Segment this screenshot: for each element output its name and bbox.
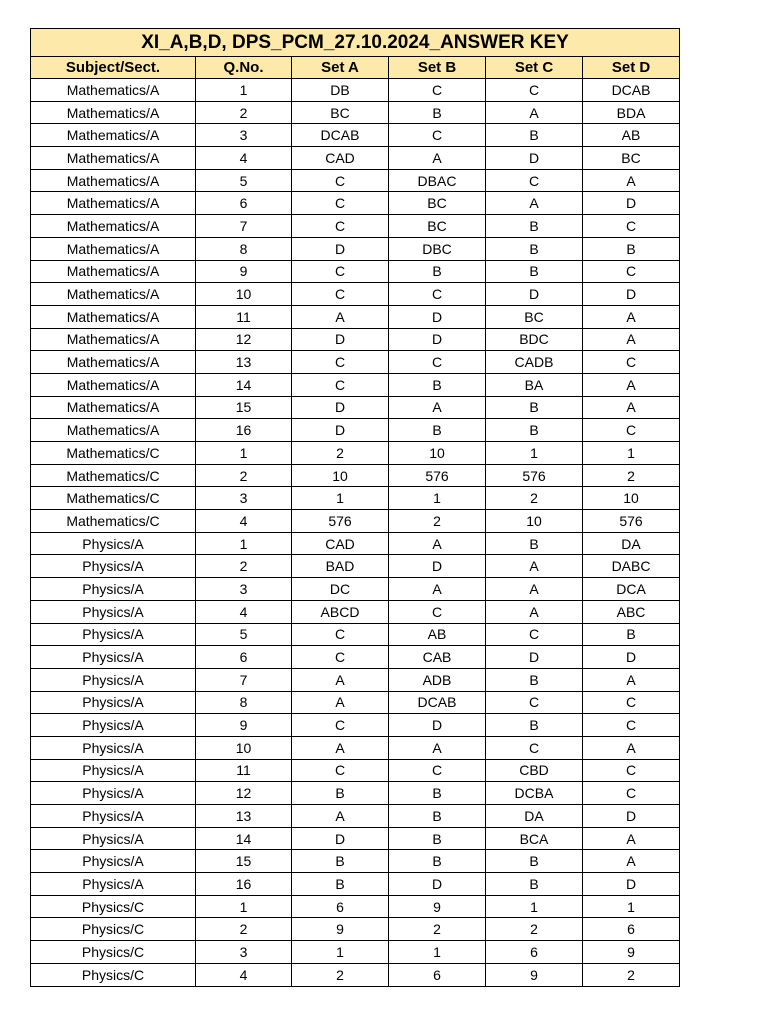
subject-cell: Physics/A [31,623,196,646]
set-b-cell: A [389,736,486,759]
table-row [31,305,680,328]
qno-cell: 13 [196,351,292,374]
set-c-cell: B [486,850,583,873]
set-c-cell: B [486,419,583,442]
table-row [31,578,680,601]
table-row [31,918,680,941]
table-row [31,941,680,964]
table-row [31,124,680,147]
set-c-cell: C [486,691,583,714]
qno-cell: 6 [196,192,292,215]
subject-cell: Mathematics/A [31,215,196,238]
qno-cell: 15 [196,850,292,873]
set-c-cell: A [486,578,583,601]
set-d-cell: A [583,736,680,759]
set-b-cell: B [389,419,486,442]
set-d-cell: 10 [583,487,680,510]
sheet-title: XI_A,B,D, DPS_PCM_27.10.2024_ANSWER KEY [31,29,680,57]
set-d-cell: 9 [583,941,680,964]
set-a-cell: C [292,192,389,215]
table-row [31,215,680,238]
table-row [31,328,680,351]
set-a-cell: C [292,373,389,396]
set-a-cell: B [292,850,389,873]
set-d-cell: A [583,850,680,873]
qno-cell: 1 [196,79,292,102]
set-b-cell: 2 [389,510,486,533]
set-a-cell: ABCD [292,600,389,623]
subject-cell: Physics/A [31,759,196,782]
set-a-cell: 9 [292,918,389,941]
answer-rows [31,79,680,987]
subject-cell: Physics/C [31,895,196,918]
table-row [31,237,680,260]
set-a-cell: C [292,759,389,782]
set-c-cell: 6 [486,941,583,964]
set-c-cell: A [486,192,583,215]
set-a-cell: 1 [292,487,389,510]
qno-cell: 14 [196,373,292,396]
set-c-cell: 10 [486,510,583,533]
table-row [31,351,680,374]
set-c-cell: D [486,147,583,170]
table-row [31,510,680,533]
col-header-subject: Subject/Sect. [31,57,196,79]
subject-cell: Physics/C [31,941,196,964]
set-b-cell: 1 [389,941,486,964]
qno-cell: 2 [196,101,292,124]
set-c-cell: B [486,668,583,691]
set-b-cell: D [389,328,486,351]
subject-cell: Mathematics/A [31,305,196,328]
qno-cell: 2 [196,918,292,941]
set-c-cell: D [486,283,583,306]
set-b-cell: DCAB [389,691,486,714]
table-row [31,759,680,782]
qno-cell: 2 [196,464,292,487]
set-a-cell: BAD [292,555,389,578]
qno-cell: 10 [196,736,292,759]
col-header-qno: Q.No. [196,57,292,79]
set-d-cell: ABC [583,600,680,623]
subject-cell: Physics/A [31,555,196,578]
table-row [31,646,680,669]
subject-cell: Mathematics/A [31,419,196,442]
qno-cell: 7 [196,215,292,238]
subject-cell: Mathematics/A [31,101,196,124]
table-row [31,895,680,918]
qno-cell: 6 [196,646,292,669]
set-b-cell: 1 [389,487,486,510]
set-d-cell: DCAB [583,79,680,102]
qno-cell: 2 [196,555,292,578]
set-a-cell: 2 [292,963,389,986]
table-row [31,873,680,896]
set-a-cell: A [292,736,389,759]
set-a-cell: C [292,215,389,238]
subject-cell: Physics/A [31,578,196,601]
subject-cell: Physics/A [31,850,196,873]
set-b-cell: B [389,805,486,828]
qno-cell: 4 [196,147,292,170]
col-header-set-a: Set A [292,57,389,79]
set-b-cell: A [389,396,486,419]
set-c-cell: BCA [486,827,583,850]
qno-cell: 4 [196,510,292,533]
answer-key-sheet [30,28,679,987]
qno-cell: 1 [196,442,292,465]
col-header-set-b: Set B [389,57,486,79]
table-row [31,169,680,192]
set-b-cell: B [389,260,486,283]
set-b-cell: CAB [389,646,486,669]
subject-cell: Physics/C [31,963,196,986]
qno-cell: 3 [196,578,292,601]
subject-cell: Mathematics/A [31,260,196,283]
set-c-cell: 9 [486,963,583,986]
set-b-cell: 576 [389,464,486,487]
subject-cell: Physics/A [31,532,196,555]
set-d-cell: C [583,351,680,374]
set-a-cell: 576 [292,510,389,533]
set-b-cell: D [389,873,486,896]
set-b-cell: ADB [389,668,486,691]
set-c-cell: B [486,260,583,283]
subject-cell: Mathematics/A [31,328,196,351]
subject-cell: Mathematics/A [31,169,196,192]
set-c-cell: CBD [486,759,583,782]
qno-cell: 9 [196,714,292,737]
table-row [31,555,680,578]
table-row [31,691,680,714]
table-row [31,396,680,419]
set-c-cell: 2 [486,487,583,510]
set-d-cell: D [583,805,680,828]
set-d-cell: 2 [583,464,680,487]
table-row [31,600,680,623]
qno-cell: 4 [196,963,292,986]
qno-cell: 12 [196,782,292,805]
set-c-cell: B [486,237,583,260]
set-c-cell: C [486,79,583,102]
set-b-cell: D [389,305,486,328]
set-d-cell: AB [583,124,680,147]
table-row [31,827,680,850]
set-b-cell: C [389,759,486,782]
set-a-cell: C [292,283,389,306]
set-b-cell: C [389,283,486,306]
subject-cell: Physics/A [31,873,196,896]
set-d-cell: DA [583,532,680,555]
set-b-cell: C [389,79,486,102]
set-d-cell: C [583,215,680,238]
subject-cell: Physics/A [31,736,196,759]
table-row [31,623,680,646]
table-row [31,373,680,396]
subject-cell: Mathematics/A [31,124,196,147]
set-d-cell: DABC [583,555,680,578]
set-a-cell: DB [292,79,389,102]
set-b-cell: B [389,827,486,850]
table-row [31,192,680,215]
set-a-cell: 6 [292,895,389,918]
table-row [31,963,680,986]
subject-cell: Mathematics/A [31,373,196,396]
set-d-cell: B [583,623,680,646]
set-b-cell: 9 [389,895,486,918]
subject-cell: Physics/A [31,805,196,828]
set-a-cell: A [292,668,389,691]
set-c-cell: C [486,623,583,646]
set-c-cell: B [486,396,583,419]
set-a-cell: CAD [292,147,389,170]
set-a-cell: D [292,328,389,351]
table-row [31,79,680,102]
set-c-cell: C [486,736,583,759]
set-b-cell: B [389,373,486,396]
set-a-cell: B [292,782,389,805]
set-b-cell: 6 [389,963,486,986]
qno-cell: 3 [196,941,292,964]
set-c-cell: 576 [486,464,583,487]
subject-cell: Physics/A [31,646,196,669]
subject-cell: Physics/A [31,714,196,737]
qno-cell: 15 [196,396,292,419]
set-d-cell: C [583,714,680,737]
qno-cell: 9 [196,260,292,283]
set-d-cell: DCA [583,578,680,601]
set-a-cell: D [292,237,389,260]
set-a-cell: DCAB [292,124,389,147]
set-b-cell: D [389,714,486,737]
set-d-cell: A [583,328,680,351]
set-c-cell: C [486,169,583,192]
qno-cell: 3 [196,487,292,510]
set-c-cell: B [486,714,583,737]
set-c-cell: D [486,646,583,669]
set-b-cell: D [389,555,486,578]
set-d-cell: C [583,691,680,714]
set-a-cell: C [292,260,389,283]
qno-cell: 8 [196,237,292,260]
set-b-cell: C [389,351,486,374]
set-b-cell: BC [389,215,486,238]
set-a-cell: D [292,827,389,850]
subject-cell: Mathematics/C [31,487,196,510]
set-b-cell: A [389,578,486,601]
table-row [31,736,680,759]
subject-cell: Mathematics/A [31,351,196,374]
subject-cell: Physics/A [31,782,196,805]
set-d-cell: D [583,283,680,306]
set-a-cell: D [292,419,389,442]
set-d-cell: B [583,237,680,260]
qno-cell: 7 [196,668,292,691]
set-d-cell: A [583,373,680,396]
set-d-cell: BDA [583,101,680,124]
set-b-cell: A [389,532,486,555]
set-d-cell: C [583,782,680,805]
subject-cell: Mathematics/C [31,442,196,465]
set-a-cell: C [292,169,389,192]
qno-cell: 14 [196,827,292,850]
set-a-cell: DC [292,578,389,601]
set-c-cell: DCBA [486,782,583,805]
set-a-cell: A [292,805,389,828]
set-a-cell: A [292,691,389,714]
set-d-cell: 576 [583,510,680,533]
set-d-cell: D [583,646,680,669]
set-c-cell: CADB [486,351,583,374]
set-b-cell: B [389,782,486,805]
set-d-cell: 6 [583,918,680,941]
subject-cell: Mathematics/A [31,283,196,306]
set-d-cell: A [583,827,680,850]
qno-cell: 5 [196,623,292,646]
subject-cell: Physics/A [31,827,196,850]
set-d-cell: 1 [583,442,680,465]
set-d-cell: A [583,668,680,691]
set-c-cell: BDC [486,328,583,351]
subject-cell: Physics/C [31,918,196,941]
set-a-cell: 2 [292,442,389,465]
set-c-cell: B [486,124,583,147]
set-c-cell: BA [486,373,583,396]
set-d-cell: C [583,419,680,442]
table-row [31,668,680,691]
set-a-cell: B [292,873,389,896]
set-c-cell: BC [486,305,583,328]
set-c-cell: DA [486,805,583,828]
set-c-cell: 1 [486,442,583,465]
subject-cell: Mathematics/A [31,237,196,260]
set-c-cell: A [486,555,583,578]
set-b-cell: AB [389,623,486,646]
set-d-cell: C [583,759,680,782]
subject-cell: Mathematics/C [31,464,196,487]
set-b-cell: DBAC [389,169,486,192]
set-d-cell: BC [583,147,680,170]
set-a-cell: 10 [292,464,389,487]
set-a-cell: C [292,646,389,669]
subject-cell: Physics/A [31,668,196,691]
set-a-cell: C [292,623,389,646]
table-row [31,805,680,828]
subject-cell: Mathematics/A [31,147,196,170]
set-a-cell: C [292,351,389,374]
set-b-cell: B [389,101,486,124]
qno-cell: 13 [196,805,292,828]
subject-cell: Mathematics/A [31,396,196,419]
set-c-cell: B [486,873,583,896]
subject-cell: Mathematics/A [31,192,196,215]
set-a-cell: 1 [292,941,389,964]
table-row [31,487,680,510]
set-a-cell: A [292,305,389,328]
qno-cell: 3 [196,124,292,147]
set-c-cell: A [486,101,583,124]
set-d-cell: 1 [583,895,680,918]
qno-cell: 16 [196,873,292,896]
set-c-cell: A [486,600,583,623]
table-row [31,464,680,487]
set-c-cell: B [486,215,583,238]
set-d-cell: C [583,260,680,283]
set-c-cell: 1 [486,895,583,918]
subject-cell: Physics/A [31,691,196,714]
table-row [31,283,680,306]
set-c-cell: 2 [486,918,583,941]
answer-key-table [30,28,680,987]
set-d-cell: A [583,305,680,328]
set-d-cell: A [583,169,680,192]
set-d-cell: D [583,873,680,896]
set-c-cell: B [486,532,583,555]
subject-cell: Physics/A [31,600,196,623]
table-row [31,782,680,805]
table-row [31,260,680,283]
qno-cell: 10 [196,283,292,306]
set-b-cell: 10 [389,442,486,465]
subject-cell: Mathematics/A [31,79,196,102]
set-b-cell: DBC [389,237,486,260]
table-row [31,714,680,737]
table-row [31,442,680,465]
qno-cell: 1 [196,895,292,918]
qno-cell: 5 [196,169,292,192]
set-b-cell: 2 [389,918,486,941]
qno-cell: 8 [196,691,292,714]
set-a-cell: BC [292,101,389,124]
table-row [31,419,680,442]
qno-cell: 1 [196,532,292,555]
set-d-cell: A [583,396,680,419]
qno-cell: 16 [196,419,292,442]
table-row [31,101,680,124]
qno-cell: 11 [196,759,292,782]
column-header-row [31,57,680,79]
qno-cell: 4 [196,600,292,623]
qno-cell: 12 [196,328,292,351]
set-b-cell: C [389,124,486,147]
set-b-cell: B [389,850,486,873]
set-d-cell: 2 [583,963,680,986]
qno-cell: 11 [196,305,292,328]
table-row [31,850,680,873]
set-b-cell: BC [389,192,486,215]
table-row [31,147,680,170]
set-d-cell: D [583,192,680,215]
table-row [31,532,680,555]
set-a-cell: C [292,714,389,737]
set-a-cell: CAD [292,532,389,555]
set-a-cell: D [292,396,389,419]
subject-cell: Mathematics/C [31,510,196,533]
set-b-cell: C [389,600,486,623]
col-header-set-c: Set C [486,57,583,79]
col-header-set-d: Set D [583,57,680,79]
set-b-cell: A [389,147,486,170]
